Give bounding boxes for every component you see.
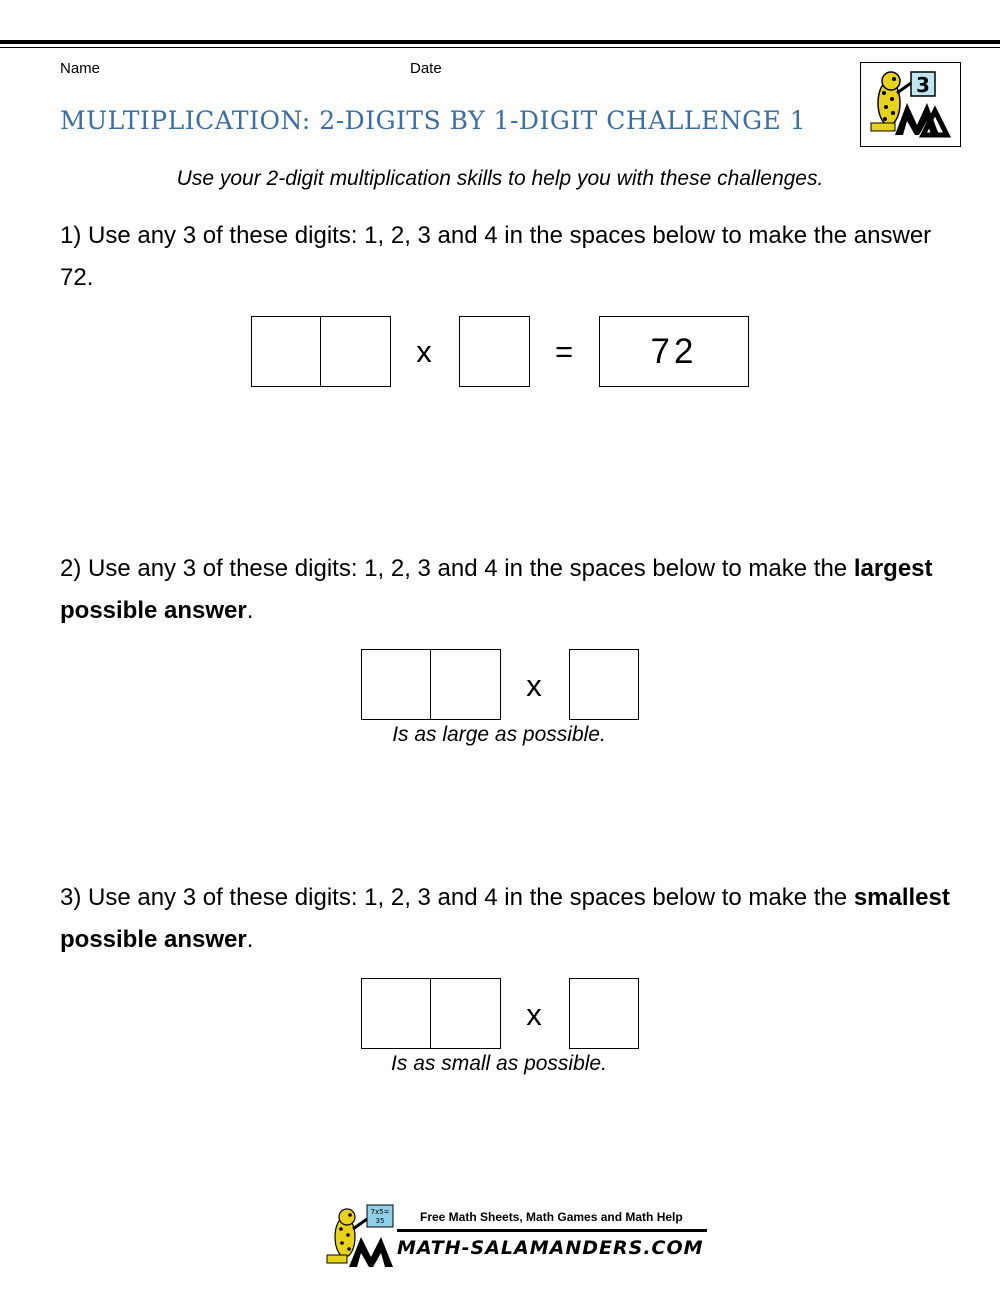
q2-ones-box[interactable] bbox=[430, 649, 501, 720]
footer-tagline: Free Math Sheets, Math Games and Math Help bbox=[420, 1210, 683, 1224]
q1-multiplier-box[interactable] bbox=[459, 316, 530, 387]
q1-multiply-sign: x bbox=[416, 334, 432, 369]
question-2-suffix: . bbox=[246, 597, 254, 624]
date-label: Date bbox=[410, 60, 442, 77]
footer-salamander-icon bbox=[325, 1203, 397, 1269]
question-3-emphasis: smallest possible answer bbox=[60, 884, 950, 953]
question-3-text bbox=[60, 877, 960, 961]
q2-tens-box[interactable] bbox=[361, 649, 431, 720]
question-2-emphasis: largest possible answer bbox=[60, 555, 933, 624]
q3-multiply-sign: x bbox=[526, 997, 542, 1032]
footer-logo bbox=[325, 1203, 715, 1271]
grade-badge: 3 bbox=[916, 73, 930, 97]
question-3-prefix: 3) Use any 3 of these digits: 1, 2, 3 and 4 in the spaces below to make the bbox=[60, 884, 848, 911]
footer-badge-line-2: 35 bbox=[375, 1217, 385, 1225]
q2-multiply-sign: x bbox=[526, 668, 542, 703]
q2-caption: Is as large as possible. bbox=[392, 723, 606, 746]
name-label: Name bbox=[60, 60, 101, 77]
q1-tens-box[interactable] bbox=[251, 316, 321, 387]
q3-ones-box[interactable] bbox=[430, 978, 501, 1049]
q3-caption: Is as small as possible. bbox=[391, 1052, 607, 1075]
question-2-prefix: 2) Use any 3 of these digits: 1, 2, 3 and 4 in the spaces below to make the bbox=[60, 555, 848, 582]
question-3-suffix: . bbox=[246, 926, 254, 953]
footer-badge-line-1: 7x5= bbox=[370, 1208, 390, 1216]
question-1-text: 1) Use any 3 of these digits: 1, 2, 3 and 4 in the spaces below to make the answer 72. bbox=[60, 222, 932, 291]
top-rule-thin bbox=[0, 47, 1000, 48]
q1-equals-sign: = bbox=[554, 334, 574, 369]
q3-tens-box[interactable] bbox=[361, 978, 431, 1049]
question-2-text bbox=[60, 548, 960, 632]
q1-ones-box[interactable] bbox=[320, 316, 391, 387]
q1-answer-box: 72 bbox=[599, 316, 749, 387]
q3-multiplier-box[interactable] bbox=[569, 978, 639, 1049]
instructions: Use your 2-digit multiplication skills to help you with these challenges. bbox=[176, 167, 824, 190]
footer-underline bbox=[397, 1229, 707, 1232]
salamander-logo-icon bbox=[861, 63, 960, 146]
q2-multiplier-box[interactable] bbox=[569, 649, 639, 720]
footer-brand[interactable]: MATH-SALAMANDERS.COM bbox=[397, 1237, 704, 1259]
grade-logo bbox=[860, 62, 961, 147]
top-rule-thick bbox=[0, 40, 1000, 44]
page-title: MULTIPLICATION: 2-DIGITS BY 1-DIGIT CHALLENGE 1 bbox=[60, 106, 807, 135]
